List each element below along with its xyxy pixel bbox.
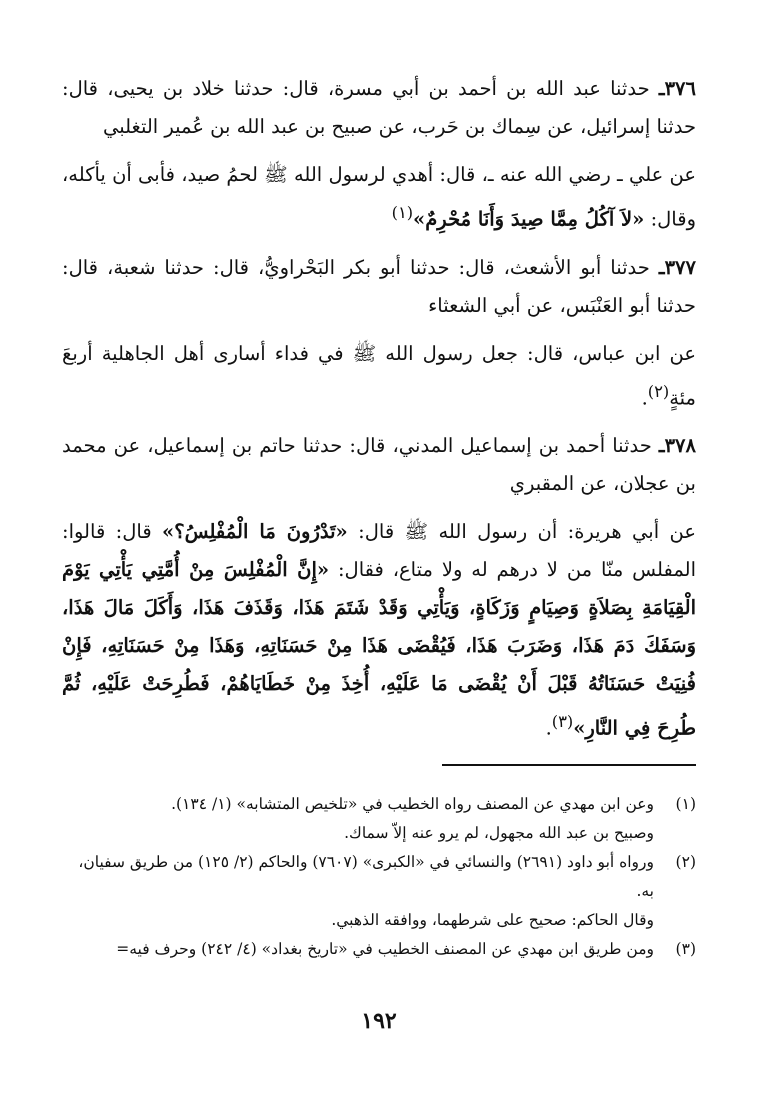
hadith-378-text bbox=[62, 513, 696, 748]
footnote-body bbox=[62, 790, 654, 848]
footnote-3 bbox=[62, 935, 696, 964]
hadith-377-text bbox=[62, 335, 696, 418]
isnad-text: حدثنا أحمد بن إسماعيل المدني، قال: حدثنا حاتم بن إسماعيل، عن محمد بن عجلان، عن المقبري bbox=[62, 434, 696, 495]
hadith-number: ٣٧٨ـ bbox=[658, 434, 696, 457]
footnote-number: (٣) bbox=[675, 940, 696, 958]
hadith-378-isnad bbox=[62, 427, 696, 503]
page-number: ١٩٢ bbox=[361, 1008, 397, 1034]
footnote-number: (١) bbox=[675, 795, 696, 813]
hadith-376-text bbox=[62, 156, 696, 239]
hadith-text: عن أبي هريرة: أن رسول الله ﷺ قال: bbox=[347, 520, 696, 543]
footnote-ref: (٢) bbox=[647, 381, 670, 401]
footnote-body bbox=[62, 848, 654, 935]
footnote-2 bbox=[62, 848, 696, 935]
footnote-line: وقال الحاكم: صحيح على شرطهما، ووافقه الذهبي. bbox=[331, 911, 654, 929]
isnad-text: حدثنا عبد الله بن أحمد بن أبي مسرة، قال: حدثنا خلاد بن يحيى، قال: حدثنا إسرائيل، عن سِماك بن حَرب، عن صبيح بن عبد الله بن عُمير التغلبي bbox=[62, 77, 696, 138]
footnote-divider bbox=[442, 764, 696, 766]
isnad-text: حدثنا أبو الأشعث، قال: حدثنا أبو بكر البَحْراويُّ، قال: حدثنا شعبة، قال: حدثنا أبو العَنْبَس، عن أبي الشعثاء bbox=[62, 255, 696, 317]
footnote-ref: (١) bbox=[391, 203, 414, 222]
footnote-ref: (٣) bbox=[551, 712, 574, 731]
footnotes bbox=[62, 790, 696, 964]
sentence-end: . bbox=[545, 716, 552, 740]
footnote-line: ورواه أبو داود (٢٦٩١) والنسائي في «الكبرى» (٧٦٠٧) والحاكم (٢/ ١٢٥) من طريق سفيان، به. bbox=[78, 853, 654, 900]
hadith-377-isnad bbox=[62, 249, 696, 325]
prophetic-saying: «إِنَّ الْمُفْلِسَ مِنْ أُمَّتِي يَأْتِي يَوْمَ الْقِيَامَةِ بِصَلاَةٍ وَصِيَامٍ وَزَكَاةٍ، وَيَأْتِي وَقَدْ شَتَمَ هَذَا، وَقَذَفَ هَذَا، وَأَكَلَ مَالَ هَذَا، وَسَفَكَ دَمَ هَذَا، وَضَرَبَ هَذَا، فَيُقْضَى هَذَا مِنْ حَسَنَاتِهِ، وَهَذَا مِنْ حَسَنَاتِهِ، فَإِنْ فُنِيَتْ حَسَنَاتُهُ قَبْلَ أَنْ يُقْضَى مَا عَلَيْهِ، أُخِذَ مِنْ خَطَايَاهُمْ، فَطُرِحَتْ عَلَيْهِ، ثُمَّ طُرِحَ فِي النَّارِ» bbox=[62, 558, 696, 740]
prophetic-saying: «لاَ آكُلُ مِمَّا صِيدَ وَأَنَا مُحْرِمٌ» bbox=[413, 207, 645, 231]
prophetic-saying: «تَدْرُونَ مَا الْمُفْلِسُ؟» bbox=[162, 520, 348, 543]
hadith-376-isnad bbox=[62, 70, 696, 146]
footnote-line: وصبيح بن عبد الله مجهول، لم يرو عنه إلاّ سماك. bbox=[344, 824, 654, 842]
footnote-line: ومن طريق ابن مهدي عن المصنف الخطيب في «تاريخ بغداد» (٤/ ٢٤٢) وحرف فيه= bbox=[116, 940, 654, 958]
hadith-number: ٣٧٦ـ bbox=[658, 77, 696, 100]
footnote-number: (٢) bbox=[675, 853, 696, 871]
hadith-text: قال: قالوا: المفلس منّا من لا درهم له ولا متاع، فقال: bbox=[62, 520, 696, 581]
hadith-number: ٣٧٧ـ bbox=[658, 255, 696, 279]
footnote-body bbox=[62, 935, 654, 964]
footnote-1 bbox=[62, 790, 696, 848]
hadith-text: عن علي ـ رضي الله عنه ـ، قال: أهدي لرسول الله ﷺ لحمُ صيد، فأبى أن يأكله، وقال: bbox=[62, 163, 696, 231]
main-text bbox=[62, 70, 696, 758]
footnote-line: وعن ابن مهدي عن المصنف رواه الخطيب في «تلخيص المتشابه» (١/ ١٣٤). bbox=[171, 795, 654, 813]
sentence-end: . bbox=[641, 386, 648, 409]
hadith-text: عن ابن عباس، قال: جعل رسول الله ﷺ في فداء أسارى أهل الجاهلية أربعَ مئةٍ bbox=[62, 341, 696, 409]
